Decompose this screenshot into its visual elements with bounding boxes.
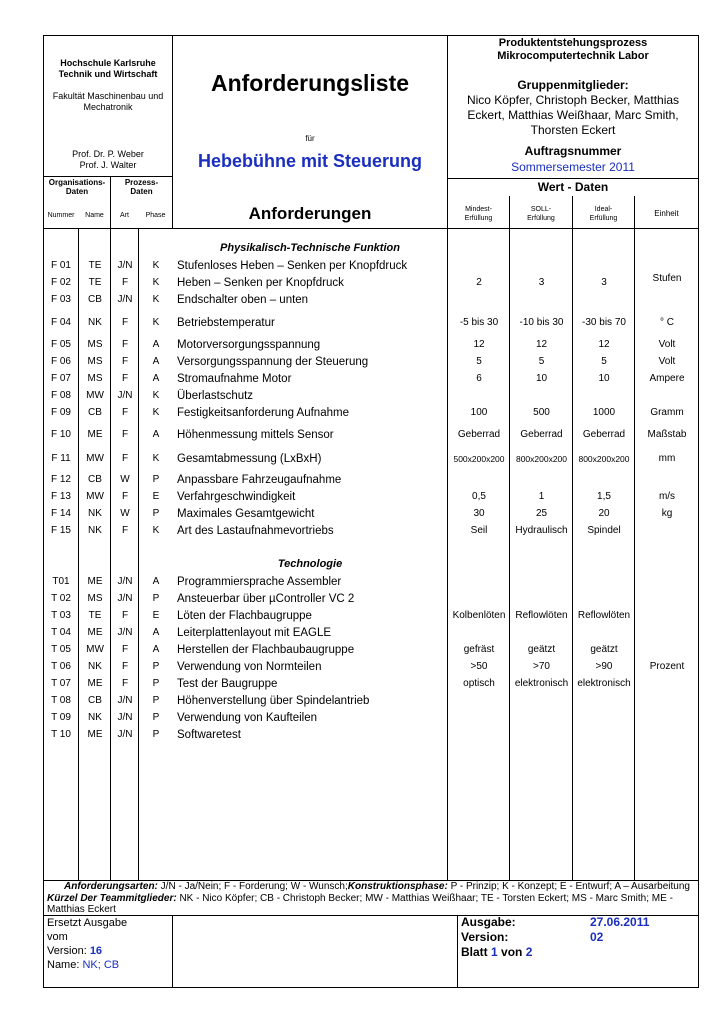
row-unit: ° C bbox=[660, 317, 674, 328]
group-label: Gruppenmitglieder: bbox=[517, 78, 629, 92]
row-owner: MW bbox=[86, 491, 104, 502]
row-ideal: 800x200x200 bbox=[578, 454, 630, 464]
row-phase: P bbox=[152, 695, 160, 706]
col-number: Nummer bbox=[47, 212, 75, 219]
version-value: 16 bbox=[89, 945, 103, 957]
row-number: T 02 bbox=[51, 593, 71, 604]
row-owner: ME bbox=[87, 429, 103, 440]
row-target: 1 bbox=[538, 491, 545, 502]
table-row bbox=[0, 371, 724, 387]
row-target: Reflowlöten bbox=[515, 610, 568, 621]
table-row bbox=[0, 506, 724, 522]
row-type: J/N bbox=[117, 593, 133, 604]
row-ideal: Reflowlöten bbox=[577, 610, 631, 621]
table-row bbox=[0, 451, 724, 467]
for-label: für bbox=[305, 134, 315, 143]
table-row bbox=[0, 388, 724, 404]
divider bbox=[457, 915, 458, 988]
row-minimum: 5 bbox=[476, 356, 482, 367]
row-minimum: 500x200x200 bbox=[453, 454, 505, 464]
row-owner: MS bbox=[87, 373, 103, 384]
row-phase: A bbox=[152, 429, 160, 440]
row-requirement: Anpassbare Fahrzeugaufnahme bbox=[177, 474, 342, 486]
row-type: F bbox=[121, 453, 129, 464]
row-ideal: 10 bbox=[598, 373, 610, 384]
row-requirement: Motorversorgungsspannung bbox=[177, 339, 321, 351]
school-line: Technik und Wirtschaft bbox=[58, 69, 158, 79]
page-title: Anforderungsliste bbox=[210, 70, 410, 96]
row-minimum: 6 bbox=[476, 373, 482, 384]
row-phase: P bbox=[152, 474, 160, 485]
row-type: F bbox=[121, 644, 129, 655]
row-number: T 08 bbox=[51, 695, 71, 706]
table-row bbox=[0, 710, 724, 726]
row-owner: ME bbox=[87, 576, 103, 587]
table-row bbox=[0, 405, 724, 421]
row-requirement: Leiterplattenlayout mit EAGLE bbox=[177, 627, 332, 639]
version2-value: 02 bbox=[590, 930, 604, 944]
row-target: 10 bbox=[535, 373, 548, 384]
row-minimum: Geberrad bbox=[457, 429, 501, 440]
row-number: F 09 bbox=[50, 407, 71, 418]
frame-bottom bbox=[43, 987, 699, 988]
row-ideal: geätzt bbox=[590, 644, 618, 655]
name-value: NK; CB bbox=[82, 959, 120, 971]
divider bbox=[447, 178, 699, 179]
row-phase: A bbox=[152, 339, 160, 350]
row-type: J/N bbox=[117, 260, 133, 271]
row-owner: TE bbox=[88, 260, 102, 271]
row-type: F bbox=[121, 356, 129, 367]
row-unit: Ampere bbox=[649, 373, 685, 384]
version-label: Version: bbox=[47, 945, 87, 957]
legend-label: Kürzel Der Teammitglieder: bbox=[47, 892, 177, 904]
row-number: F 02 bbox=[50, 277, 71, 288]
row-target: elektronisch bbox=[514, 678, 569, 689]
row-number: F 14 bbox=[50, 508, 71, 519]
table-row bbox=[0, 625, 724, 641]
row-requirement: Festigkeitsanforderung Aufnahme bbox=[177, 407, 349, 419]
issue-line bbox=[461, 915, 697, 930]
row-minimum: 2 bbox=[476, 277, 482, 288]
row-owner: NK bbox=[88, 712, 102, 723]
row-minimum: gefräst bbox=[463, 644, 495, 655]
row-target: 5 bbox=[538, 356, 545, 367]
col-name: Name bbox=[85, 212, 104, 219]
members-line: Eckert, Matthias Weißhaar, Marc Smith, bbox=[467, 108, 679, 122]
row-owner: MS bbox=[87, 339, 103, 350]
row-requirement: Stufenloses Heben – Senken per Knopfdruck bbox=[177, 260, 408, 272]
row-unit: mm bbox=[658, 453, 676, 464]
members-line: Nico Köpfer, Christoph Becker, Matthias bbox=[466, 93, 680, 107]
table-row bbox=[0, 489, 724, 505]
row-requirement: Herstellen der Flachbaubaugruppe bbox=[177, 644, 355, 656]
row-type: F bbox=[121, 339, 129, 350]
row-type: F bbox=[121, 678, 129, 689]
divider bbox=[172, 35, 173, 228]
row-requirement: Löten der Flachbaugruppe bbox=[177, 610, 312, 622]
legend-line bbox=[47, 893, 697, 905]
row-type: J/N bbox=[117, 294, 133, 305]
professor-name: Prof. J. Walter bbox=[79, 160, 137, 170]
row-owner: TE bbox=[88, 277, 102, 288]
row-requirement: Endschalter oben – unten bbox=[177, 294, 309, 306]
row-requirement: Verwendung von Kaufteilen bbox=[177, 712, 318, 724]
org-data-header: Organisations- Daten bbox=[48, 178, 106, 196]
row-requirement: Ansteuerbar über µController VC 2 bbox=[177, 593, 355, 605]
row-requirement: Höhenmessung mittels Sensor bbox=[177, 429, 334, 441]
row-type: J/N bbox=[117, 576, 133, 587]
footer-left bbox=[47, 916, 171, 972]
row-phase: A bbox=[152, 373, 160, 384]
members-line: Thorsten Eckert bbox=[530, 123, 616, 137]
row-minimum: -5 bis 30 bbox=[459, 317, 499, 328]
table-row bbox=[0, 591, 724, 607]
legend-text: NK - Nico Köpfer; CB - Christoph Becker; MW - Matthias Weißhaar; TE - Torsten Eckert; MS - Marc Smith; ME - bbox=[176, 892, 673, 904]
row-phase: A bbox=[152, 627, 160, 638]
row-number: T 03 bbox=[51, 610, 71, 621]
row-type: J/N bbox=[117, 712, 133, 723]
table-row bbox=[0, 727, 724, 743]
footer-right bbox=[461, 915, 697, 960]
row-unit: kg bbox=[661, 508, 673, 519]
row-number: F 04 bbox=[50, 317, 71, 328]
row-phase: A bbox=[152, 576, 160, 587]
row-target: 3 bbox=[538, 277, 545, 288]
row-type: F bbox=[121, 277, 129, 288]
row-number: F 15 bbox=[50, 525, 71, 536]
table-row bbox=[0, 337, 724, 353]
row-minimum: Kolbenlöten bbox=[452, 610, 506, 621]
sheet-total: 2 bbox=[525, 945, 533, 959]
row-type: W bbox=[120, 474, 130, 485]
name-label: Name: bbox=[47, 959, 80, 971]
row-requirement: Test der Baugruppe bbox=[177, 678, 278, 690]
row-number: T 10 bbox=[51, 729, 71, 740]
from-label: vom bbox=[47, 931, 68, 943]
table-row bbox=[0, 676, 724, 692]
row-phase: P bbox=[152, 508, 160, 519]
row-target: Geberrad bbox=[520, 429, 563, 440]
legend-label: Anforderungsarten: bbox=[64, 881, 158, 892]
table-row bbox=[0, 472, 724, 488]
row-ideal: 1000 bbox=[592, 407, 616, 418]
row-minimum: Seil bbox=[470, 525, 488, 536]
row-unit: Volt bbox=[658, 339, 676, 350]
col-ideal: Ideal- Erfüllung bbox=[589, 206, 618, 222]
row-phase: K bbox=[152, 277, 160, 288]
name-line bbox=[47, 958, 171, 972]
school-name bbox=[44, 58, 172, 80]
row-owner: NK bbox=[88, 525, 102, 536]
row-number: T 07 bbox=[51, 678, 71, 689]
row-phase: K bbox=[152, 525, 160, 536]
divider bbox=[43, 228, 699, 229]
col-type: Art bbox=[120, 212, 129, 219]
row-phase: P bbox=[152, 661, 160, 672]
row-type: F bbox=[121, 491, 129, 502]
row-ideal: 5 bbox=[601, 356, 607, 367]
row-owner: MW bbox=[86, 390, 104, 401]
table-row bbox=[0, 354, 724, 370]
row-ideal: 12 bbox=[598, 339, 610, 350]
row-number: T 05 bbox=[51, 644, 71, 655]
issue-label: Ausgabe: bbox=[461, 915, 516, 929]
col-phase: Phase bbox=[145, 212, 166, 219]
row-minimum: 0,5 bbox=[472, 491, 486, 502]
school-line: Hochschule Karlsruhe bbox=[60, 58, 156, 68]
row-minimum: optisch bbox=[463, 678, 495, 689]
row-number: T 04 bbox=[51, 627, 71, 638]
row-ideal: 3 bbox=[601, 277, 607, 288]
row-ideal: >90 bbox=[595, 661, 613, 672]
row-phase: K bbox=[152, 260, 160, 271]
professor-name: Prof. Dr. P. Weber bbox=[72, 149, 144, 159]
row-ideal: Geberrad bbox=[582, 429, 626, 440]
row-phase: K bbox=[152, 390, 160, 401]
row-requirement: Versorgungsspannung der Steuerung bbox=[177, 356, 369, 368]
row-phase: K bbox=[152, 294, 160, 305]
row-phase: A bbox=[152, 356, 160, 367]
row-number: F 08 bbox=[50, 390, 71, 401]
row-owner: MW bbox=[86, 644, 104, 655]
row-phase: K bbox=[152, 407, 160, 418]
version2-label: Version: bbox=[461, 930, 509, 944]
row-type: F bbox=[121, 661, 129, 672]
row-requirement: Maximales Gesamtgewicht bbox=[177, 508, 315, 520]
row-target: 25 bbox=[535, 508, 548, 519]
row-type: J/N bbox=[117, 390, 133, 401]
row-type: F bbox=[121, 429, 129, 440]
table-row bbox=[0, 292, 724, 308]
section-heading: Technologie bbox=[277, 558, 343, 570]
row-target: 500 bbox=[533, 407, 550, 418]
row-phase: P bbox=[152, 593, 160, 604]
table-row bbox=[0, 315, 724, 331]
row-number: T01 bbox=[52, 576, 70, 587]
table-row bbox=[0, 574, 724, 590]
faculty-line: Mechatronik bbox=[83, 102, 133, 112]
row-phase: K bbox=[152, 317, 160, 328]
row-ideal: elektronisch bbox=[577, 678, 631, 689]
group-members bbox=[448, 93, 698, 138]
row-owner: MS bbox=[87, 593, 103, 604]
row-owner: ME bbox=[87, 627, 103, 638]
row-owner: CB bbox=[88, 695, 102, 706]
divider bbox=[172, 915, 173, 988]
row-owner: CB bbox=[88, 294, 102, 305]
row-minimum: 30 bbox=[473, 508, 485, 519]
row-ideal: -30 bis 70 bbox=[582, 317, 626, 328]
process-line: Mikrocomputertechnik Labor bbox=[497, 50, 649, 62]
table-row bbox=[0, 693, 724, 709]
of-label: von bbox=[501, 945, 523, 959]
row-number: F 05 bbox=[50, 339, 71, 350]
row-owner: NK bbox=[88, 508, 102, 519]
row-requirement: Programmiersprache Assembler bbox=[177, 576, 342, 588]
row-number: F 06 bbox=[50, 356, 71, 367]
row-owner: ME bbox=[87, 729, 103, 740]
row-phase: P bbox=[152, 712, 160, 723]
row-type: F bbox=[121, 407, 129, 418]
table-row bbox=[0, 275, 724, 291]
row-owner: ME bbox=[87, 678, 103, 689]
row-requirement: Höhenverstellung über Spindelantrieb bbox=[177, 695, 370, 707]
row-target: Hydraulisch bbox=[515, 525, 568, 536]
table-row bbox=[0, 608, 724, 624]
row-owner: NK bbox=[88, 317, 102, 328]
row-number: F 13 bbox=[50, 491, 71, 502]
row-unit: Maßstab bbox=[647, 429, 687, 440]
row-type: W bbox=[120, 508, 130, 519]
row-type: J/N bbox=[117, 729, 133, 740]
row-minimum: 100 bbox=[470, 407, 488, 418]
row-number: F 07 bbox=[50, 373, 71, 384]
row-target: 12 bbox=[535, 339, 548, 350]
row-minimum: >50 bbox=[470, 661, 488, 672]
legend-text: P - Prinzip; K - Konzept; E - Entwurf; A – Ausarbeitung bbox=[447, 881, 690, 892]
row-phase: E bbox=[152, 610, 160, 621]
row-target: 800x200x200 bbox=[515, 454, 568, 464]
issue-date: 27.06.2011 bbox=[590, 915, 650, 929]
version2-line bbox=[461, 930, 697, 945]
version-line bbox=[47, 944, 171, 958]
row-target: -10 bis 30 bbox=[519, 317, 564, 328]
row-phase: P bbox=[152, 678, 160, 689]
row-owner: CB bbox=[88, 474, 102, 485]
table-row bbox=[0, 427, 724, 443]
faculty-line: Fakultät Maschinenbau und bbox=[52, 91, 164, 101]
legend-text: J/N - Ja/Nein; F - Forderung; W - Wunsch; bbox=[157, 881, 348, 892]
legend-text: Matthias Eckert bbox=[47, 904, 116, 915]
row-unit: Volt bbox=[658, 356, 676, 367]
col-minimum: Mindest- Erfüllung bbox=[464, 206, 493, 222]
process-line: Produktentstehungsprozess bbox=[498, 37, 648, 49]
col-target: SOLL- Erfüllung bbox=[527, 206, 555, 222]
row-unit: m/s bbox=[658, 491, 676, 502]
row-type: J/N bbox=[117, 695, 133, 706]
col-unit: Einheit bbox=[654, 209, 679, 218]
sheet-line bbox=[461, 945, 697, 960]
legend-label: Konstruktionsphase: bbox=[347, 881, 448, 892]
row-requirement: Überlastschutz bbox=[177, 390, 254, 402]
row-unit: Gramm bbox=[650, 407, 684, 418]
row-owner: NK bbox=[88, 661, 102, 672]
row-number: T 09 bbox=[51, 712, 71, 723]
row-phase: K bbox=[152, 453, 160, 464]
row-number: F 11 bbox=[51, 453, 71, 464]
row-owner: TE bbox=[88, 610, 102, 621]
row-requirement: Gesamtabmessung (LxBxH) bbox=[177, 453, 322, 465]
order-label: Auftragsnummer bbox=[524, 144, 622, 158]
row-type: F bbox=[121, 317, 129, 328]
replaced-edition: Ersetzt Ausgabe bbox=[47, 917, 128, 929]
sheet-label: Blatt bbox=[461, 945, 488, 959]
table-row bbox=[0, 659, 724, 675]
row-ideal: 1,5 bbox=[597, 491, 611, 502]
divider bbox=[43, 176, 173, 177]
table-row bbox=[0, 258, 724, 274]
row-type: F bbox=[121, 525, 129, 536]
row-type: F bbox=[121, 610, 129, 621]
frame-top bbox=[43, 35, 699, 36]
row-requirement: Art des Lastaufnahmevortriebs bbox=[177, 525, 334, 537]
row-target: geätzt bbox=[527, 644, 556, 655]
process-name bbox=[448, 37, 698, 63]
row-requirement: Heben – Senken per Knopfdruck bbox=[177, 277, 344, 289]
row-ideal: Spindel bbox=[587, 525, 621, 536]
legend-line bbox=[47, 881, 697, 893]
row-requirement: Verfahrgeschwindigkeit bbox=[177, 491, 296, 503]
row-type: F bbox=[121, 373, 129, 384]
row-requirement: Betriebstemperatur bbox=[177, 317, 275, 329]
faculty-name bbox=[44, 91, 172, 113]
section-heading: Physikalisch-Technische Funktion bbox=[220, 242, 400, 254]
sheet-number: 1 bbox=[491, 945, 498, 959]
row-requirement: Stromaufnahme Motor bbox=[177, 373, 292, 385]
row-owner: CB bbox=[88, 407, 102, 418]
row-requirement: Verwendung von Normteilen bbox=[177, 661, 322, 673]
legend bbox=[47, 881, 697, 916]
table-row bbox=[0, 523, 724, 539]
row-number: F 12 bbox=[50, 474, 71, 485]
table-row bbox=[0, 642, 724, 658]
process-data-header: Prozess- Daten bbox=[124, 178, 159, 196]
row-unit: Prozent bbox=[649, 661, 685, 672]
row-phase: P bbox=[152, 729, 160, 740]
row-owner: MW bbox=[86, 453, 104, 464]
row-owner: MS bbox=[87, 356, 103, 367]
row-minimum: 12 bbox=[473, 339, 485, 350]
row-type: J/N bbox=[117, 627, 133, 638]
row-requirement: Softwaretest bbox=[177, 729, 241, 741]
value-data-header: Wert - Daten bbox=[537, 180, 609, 194]
row-unit: Stufen bbox=[652, 273, 682, 284]
professors bbox=[44, 149, 172, 171]
project-title: Hebebühne mit Steuerung bbox=[197, 151, 422, 171]
row-phase: A bbox=[152, 644, 160, 655]
col-requirements: Anforderungen bbox=[248, 204, 372, 223]
row-number: F 03 bbox=[50, 294, 71, 305]
row-number: F 01 bbox=[50, 260, 71, 271]
row-number: F 10 bbox=[50, 429, 71, 440]
row-ideal: 20 bbox=[598, 508, 610, 519]
row-phase: E bbox=[152, 491, 160, 502]
semester: Sommersemester 2011 bbox=[511, 160, 635, 174]
row-target: >70 bbox=[533, 661, 550, 672]
row-number: T 06 bbox=[51, 661, 71, 672]
